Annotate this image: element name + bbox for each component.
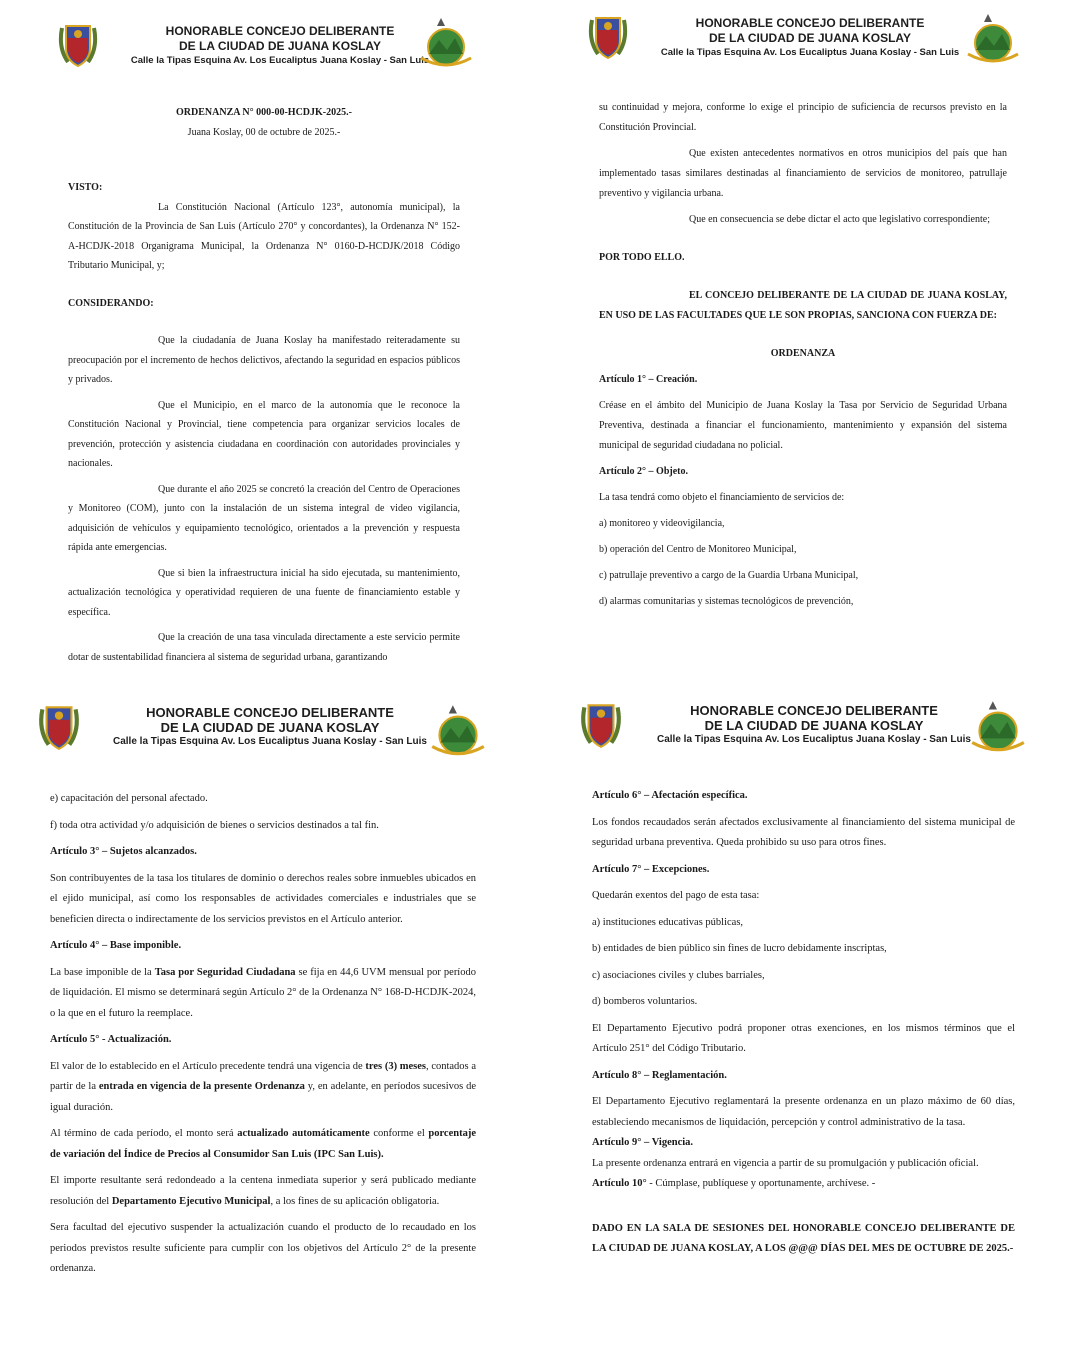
article-10 — [592, 1174, 1015, 1195]
article-7-title: Artículo 7° – Excepciones. — [592, 863, 710, 875]
article-7-item-d: d) bomberos voluntarios. — [592, 996, 698, 1007]
article-4-title: Artículo 4° – Base imponible. — [50, 940, 182, 951]
considerando-2: Que el Municipio, en el marco de la autonomía que le reconoce la Constitución Nacional y Provincial, tiene competencia para organizar servicios locales de prevención, protección y asistencia ciudadana en coordinación con autoridades provinciales y nacionales. — [68, 399, 460, 469]
considerando-6: Que existen antecedentes normativos en otros municipios del país que han implementado tasas similares destinadas al financiamiento de servicios de monitoreo, patrullaje preventivo y vigilancia urbana. — [599, 148, 1007, 199]
article-2-intro: La tasa tendrá como objeto el financiamiento de servicios de: — [599, 492, 845, 503]
council-address: Calle la Tipas Esquina Av. Los Eucaliptus Juana Koslay - San Luis — [660, 47, 960, 58]
bold-run: Artículo 10° — [592, 1178, 647, 1189]
page-2-body — [599, 98, 1007, 612]
article-5-text-2 — [50, 1124, 476, 1165]
page-2 — [540, 0, 1080, 675]
article-7-text: El Departamento Ejecutivo podrá proponer otras exenciones, en los mismos términos que el Artículo 251° del Código Tributario. — [592, 1022, 1015, 1054]
municipal-seal-icon — [36, 699, 82, 753]
council-address: Calle la Tipas Esquina Av. Los Eucaliptus Juana Koslay - San Luis — [657, 734, 971, 745]
considerando-7: Que en consecuencia se debe dictar el acto que legislativo correspondiente; — [689, 214, 990, 225]
letterhead — [0, 695, 540, 765]
article-5-text-4: Sera facultad del ejecutivo suspender la actualización cuando el producto de lo recaudado en los periodos previstos resulte suficiente para cumplir con los objetivos del Artículo 2° de la presente ordenanza. — [50, 1222, 476, 1274]
text-run: Al término de cada período, el monto será — [50, 1128, 238, 1139]
text-run: , a los fines de su aplicación obligatoria. — [270, 1195, 440, 1207]
text-run: , contados a partir de la — [50, 1060, 476, 1092]
municipal-seal-icon — [56, 18, 100, 70]
page-3 — [0, 675, 540, 1350]
article-2-item-e: e) capacitación del personal afectado. — [50, 793, 208, 804]
article-4-text — [50, 963, 476, 1025]
juana-koslay-logo-icon — [415, 14, 477, 72]
article-7-item-c: c) asociaciones civiles y clubes barriales, — [592, 969, 765, 981]
city-name: DE LA CIUDAD DE JUANA KOSLAY — [708, 31, 912, 45]
article-5-text-1 — [50, 1057, 476, 1119]
juana-koslay-logo-icon — [966, 697, 1030, 757]
article-7-item-a: a) instituciones educativas públicas, — [592, 916, 744, 928]
letterhead-text — [110, 24, 450, 67]
bold-run: Departamento Ejecutivo Municipal — [111, 1195, 271, 1207]
visto-text: La Constitución Nacional (Artículo 123°, autonomía municipal), la Constitución de la Provincia de San Luis (Artículo 270° y concordantes), la Ordenanza N° 152-A-HCDJK-2018 Organigrama Municipal, la Ordenanza N° 0160-D-HCDJK/2018 Código Tributario Municipal, y; — [68, 201, 460, 271]
text-run: y, en adelante, en períodos sucesivos de igual duración. — [50, 1081, 476, 1113]
considerando-5-cont: su continuidad y mejora, conforme lo exige el principio de suficiencia de recursos previsto en la Constitución Provincial. — [599, 102, 1007, 133]
letterhead — [0, 14, 540, 84]
article-1-text: Créase en el ámbito del Municipio de Juana Koslay la Tasa por Servicio de Seguridad Urbana Preventiva, destinada a financiar el funcionamiento, mantenimiento y expansión del sistema municipal de seguridad ciudadana no policial. — [599, 400, 1007, 451]
article-2-item-a: a) monitoreo y videovigilancia, — [599, 518, 725, 529]
page-4 — [540, 675, 1080, 1350]
article-7-item-b: b) entidades de bien público sin fines de lucro debidamente inscriptas, — [592, 943, 887, 954]
ordenanza-heading: ORDENANZA — [770, 348, 836, 359]
letterhead — [540, 6, 1080, 76]
page-1 — [0, 0, 540, 675]
council-address: Calle la Tipas Esquina Av. Los Eucaliptus Juana Koslay - San Luis — [130, 55, 430, 66]
ordinance-number: ORDENANZA N° 000-00-HCDJK-2025.- — [176, 107, 352, 118]
article-2-item-f: f) toda otra actividad y/o adquisición de bienes o servicios destinados a tal fin. — [50, 819, 379, 831]
council-address: Calle la Tipas Esquina Av. Los Eucaliptus Juana Koslay - San Luis — [113, 736, 427, 747]
article-8-title: Artículo 8° – Reglamentación. — [592, 1069, 727, 1081]
bold-run: porcentaje de variación del Índice de Precios al Consumidor San Luis (IPC San Luis). — [50, 1128, 476, 1160]
city-name: DE LA CIUDAD DE JUANA KOSLAY — [160, 720, 380, 735]
text-run: El valor de lo establecido en el Artículo precedente tendrá una vigencia de — [50, 1060, 366, 1072]
text-run: La base imponible de la — [50, 966, 155, 978]
letterhead-text — [634, 703, 994, 746]
article-7-intro: Quedarán exentos del pago de esta tasa: — [592, 890, 760, 901]
article-5-title: Artículo 5° - Actualización. — [50, 1034, 172, 1045]
council-name: HONORABLE CONCEJO DELIBERANTE — [695, 16, 925, 30]
article-8-text: El Departamento Ejecutivo reglamentará la presente ordenanza en un plazo máximo de 60 días, estableciendo mecanismos de liquidación, percepción y control administrativo de la tasa. — [592, 1096, 1015, 1128]
article-3-title: Artículo 3° – Sujetos alcanzados. — [50, 846, 197, 857]
city-name: DE LA CIUDAD DE JUANA KOSLAY — [704, 718, 924, 733]
article-6-text: Los fondos recaudados serán afectados exclusivamente al financiamiento del sistema municipal de seguridad urbana preventiva. Queda prohibido su uso para otros fines. — [592, 816, 1015, 848]
considerando-1: Que la ciudadanía de Juana Koslay ha manifestado reiteradamente su preocupación por el incremento de hechos delictivos, afectando la seguridad en espacios públicos y privados. — [68, 335, 460, 385]
article-5-text-3 — [50, 1171, 476, 1212]
article-3-text: Son contribuyentes de la tasa los titulares de dominio o derechos reales sobre inmuebles ubicados en el ejido municipal, así como los responsables de actividades comerciales e industriales que se beneficien directa o indirectamente de los servicios previstos en el Artículo anterior. — [50, 872, 476, 925]
considerando-4: Que si bien la infraestructura inicial ha sido ejecutada, su mantenimiento, actualización tecnológica y operatividad requieren de una fuente de financiamiento estable y específica. — [68, 567, 460, 618]
letterhead-text — [640, 16, 980, 59]
article-9-title: Artículo 9° – Vigencia. — [592, 1137, 694, 1148]
por-todo-ello: POR TODO ELLO. — [599, 252, 685, 263]
text-run: se fija en 44,6 UVM mensual por período de liquidación. El mismo se determinará según Artículo 2° de la Ordenanza N° 168-D-HCDJK-2024, o la que en el futuro la reemplace. — [50, 966, 476, 1019]
council-name: HONORABLE CONCEJO DELIBERANTE — [165, 24, 395, 38]
juana-koslay-logo-icon — [426, 701, 490, 761]
article-6-title: Artículo 6° – Afectación específica. — [592, 790, 748, 801]
letterhead — [540, 693, 1080, 763]
municipal-seal-icon — [586, 10, 630, 62]
considerando-label: CONSIDERANDO: — [68, 297, 154, 309]
article-9-text: La presente ordenanza entrará en vigencia a partir de su promulgación y publicación oficial. — [592, 1157, 979, 1169]
text-run: - Cúmplase, publíquese y oportunamente, archívese. - — [646, 1178, 876, 1189]
considerando-3: Que durante el año 2025 se concretó la creación del Centro de Operaciones y Monitoreo (COM), junto con la instalación de un sistema integral de video vigilancia, adquisición de vehículos y equipamiento tecnológico, orientados a la prevención y respuesta rápida ante emergencias. — [68, 483, 460, 553]
page-3-body — [50, 789, 476, 1286]
juana-koslay-logo-icon — [962, 10, 1024, 68]
council-name: HONORABLE CONCEJO DELIBERANTE — [146, 705, 394, 720]
article-1-title: Artículo 1° – Creación. — [599, 374, 698, 385]
text-run: conforme el — [369, 1128, 429, 1139]
city-name: DE LA CIUDAD DE JUANA KOSLAY — [178, 39, 382, 53]
bold-run: Tasa por Seguridad Ciudadana — [154, 966, 296, 978]
dado-en-la-sala: DADO EN LA SALA DE SESIONES DEL HONORABLE CONCEJO DELIBERANTE DE LA CIUDAD DE JUANA KOSLAY, A LOS @@@ DÍAS DEL MES DE OCTUBRE DE 2025.- — [592, 1222, 1015, 1254]
article-2-item-d: d) alarmas comunitarias y sistemas tecnológicos de prevención, — [599, 596, 854, 607]
article-2-title: Artículo 2° – Objeto. — [599, 466, 688, 477]
article-2-item-c: c) patrullaje preventivo a cargo de la Guardia Urbana Municipal, — [599, 570, 859, 581]
visto-label: VISTO: — [68, 182, 103, 193]
page-1-body — [68, 103, 460, 667]
considerando-5: Que la creación de una tasa vinculada directamente a este servicio permite dotar de sustentabilidad financiera al sistema de seguridad urbana, garantizando — [68, 632, 460, 663]
bold-run: actualizado automáticamente — [237, 1128, 370, 1139]
bold-run: entrada en vigencia de la presente Ordenanza — [98, 1081, 305, 1092]
sanction-formula: EL CONCEJO DELIBERANTE DE LA CIUDAD DE JUANA KOSLAY, EN USO DE LAS FACULTADES QUE LE SON PROPIAS, SANCIONA CON FUERZA DE: — [599, 290, 1007, 321]
bold-run: tres (3) meses — [365, 1060, 426, 1072]
letterhead-text — [90, 705, 450, 748]
ordinance-date: Juana Koslay, 00 de octubre de 2025.- — [187, 126, 341, 138]
municipal-seal-icon — [578, 697, 624, 751]
text-run: El importe resultante será redondeado a la centena inmediata superior y será publicado mediante resolución del — [50, 1175, 476, 1207]
council-name: HONORABLE CONCEJO DELIBERANTE — [690, 703, 938, 718]
article-2-item-b: b) operación del Centro de Monitoreo Municipal, — [599, 544, 797, 555]
page-4-body — [592, 786, 1015, 1266]
